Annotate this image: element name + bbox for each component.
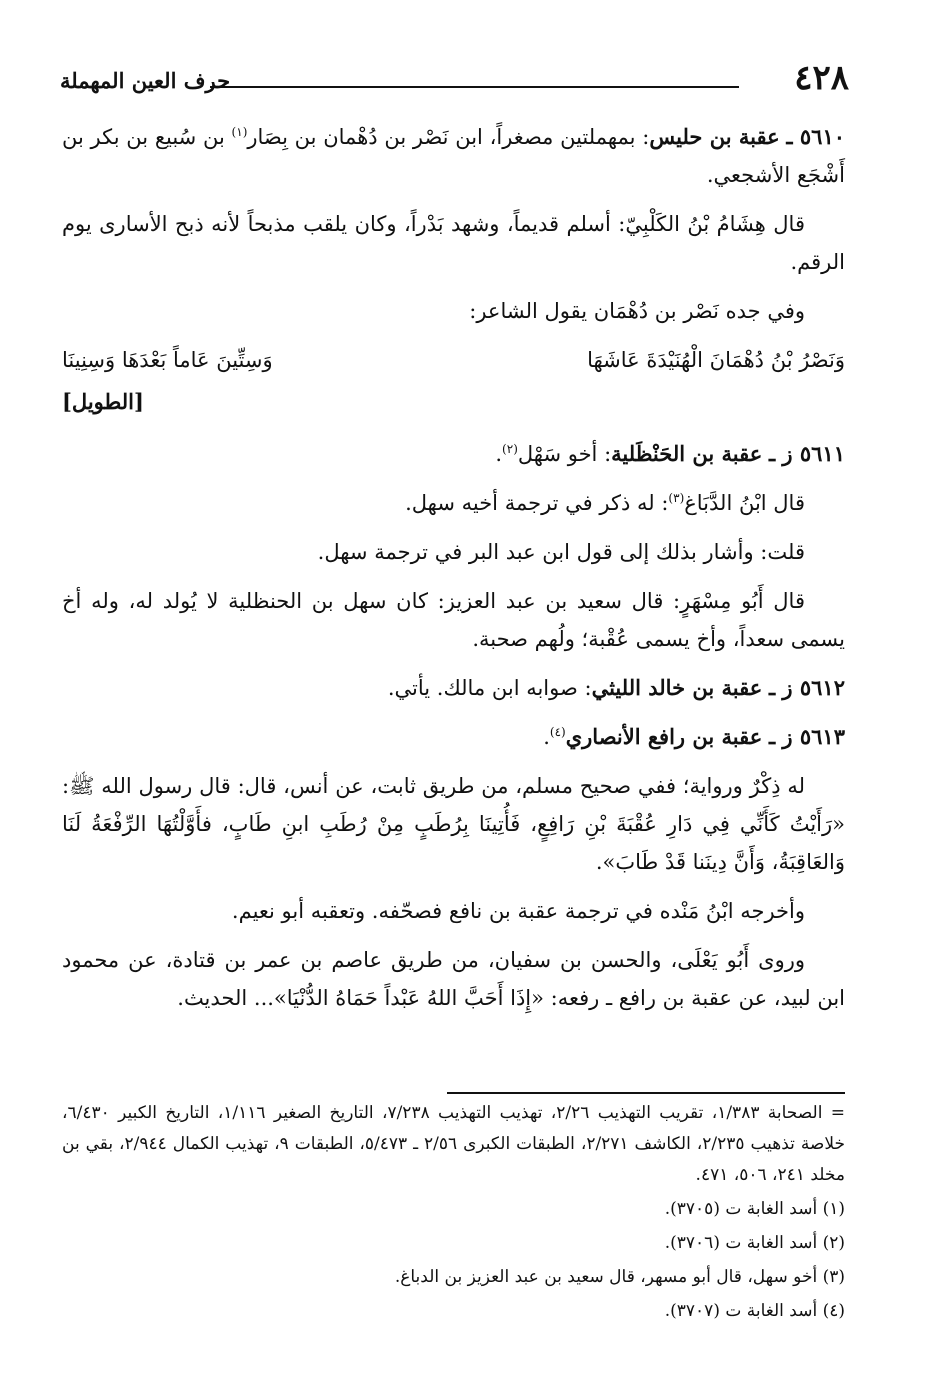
footnote-1: (١) أسد الغابة ت (٣٧٠٥). [664,1199,845,1219]
entry-end: . [495,442,503,466]
footnote-rule [447,1092,845,1094]
entry-number: ٥٦١٠ ـ [786,124,846,149]
footnote-ref: (١) [231,125,248,139]
footnotes [62,1098,845,1330]
entry-name: عقبة بن حليس [649,124,780,149]
entry-number: ٥٦١١ ز ـ [768,441,845,466]
entry-number: ٥٦١٣ ز ـ [768,724,845,749]
paragraph-text: : له ذكر في ترجمة أخيه سهل. [405,491,669,515]
entry-text: : أخو سَهْل [517,442,612,466]
paragraph-qultu: قلت: وأشار بذلك إلى قول ابن عبد البر في ترجمة سهل. [317,540,805,564]
poem-verse [62,341,845,379]
main-text [62,118,845,1028]
entry-name: عقبة بن رافع الأنصاري [565,724,763,749]
entry-name: عقبة بن خالد الليثي [591,675,763,700]
entry-text: بن سُبيع بن بكر بن أَشْجَع الأشجعي. [62,125,845,187]
paragraph-text: قال ابْنُ الدَّبَاغ [684,491,805,515]
entry-text: : صوابه ابن مالك. يأتي. [387,676,592,700]
entry-5612 [62,669,845,707]
paragraph-verse-intro: وفي جده نَصْر بن دُهْمَان يقول الشاعر: [469,299,805,323]
footnote-3: (٣) أخو سهل، قال أبو مسهر، قال سعيد بن عبد العزيز بن الدباغ. [394,1267,845,1287]
verse-second-hemistich: وَسِتِّينَ عَاماً بَعْدَهَا وَسِنِينَا [62,348,273,372]
paragraph-hadith: له ذِكْرٌ ورواية؛ ففي صحيح مسلم، من طريق ثابت، عن أنس، قال: قال رسول الله ﷺ: «رَأَيْتُ كَأَنِّي فِي دَارِ عُقْبَةَ بْنِ رَافِعٍ، فَأُتِينَا بِرُطَبٍ مِنْ رُطَبِ ابنِ طَابٍ، فأَوَّلْتُهَا الرِّفْعَةُ لَنَا وَالعَاقِبَةُ، وَأَنَّ دِينَنا قَدْ طَابَ». [62,774,845,874]
page-header [60,58,849,98]
paragraph-dabbagh [62,484,845,522]
paragraph-hisham: قال هِشَامُ بْنُ الكَلْبِيّ: أسلم قديماً، وشهد بَدْراً، وكان يلقب مذبحاً لأنه ذبح الأسارى يوم الرقم. [62,212,845,274]
poem-meter: [الطويل] [62,389,144,414]
entry-number: ٥٦١٢ ز ـ [768,675,845,700]
entry-text: : بمهملتين مصغراً، ابن نَصْر بن دُهْمان بن بِصَار [247,125,650,149]
footnote-ref: (٣) [668,491,685,505]
footnote-2: (٢) أسد الغابة ت (٣٧٠٦). [664,1233,845,1253]
footnote-ref: (٤) [549,725,566,739]
header-rule [210,86,739,88]
footnote-4: (٤) أسد الغابة ت (٣٧٠٧). [664,1301,845,1321]
section-title: حرف العين المهملة [60,68,231,93]
verse-first-hemistich: وَنَصْرُ بْنُ دُهْمَانَ الْهُنَيْدَةَ عَاشَهَا [587,348,845,372]
paragraph-abu-yala: وروى أَبُو يَعْلَى، والحسن بن سفيان، من طريق عاصم بن عمر بن قتادة، عن محمود ابن لبيد، عن عقبة بن رافع ـ رفعه: «إِذَا أَحَبَّ اللهُ عَبْداً حَمَاهُ الدُّنْيَا»... الحديث. [62,948,845,1010]
entry-end: . [543,725,550,749]
entry-5613 [62,718,845,756]
entry-5610 [62,118,845,194]
footnote-references: = الصحابة ١/٣٨٣، تقريب التهذيب ٢/٢٦، تهذيب التهذيب ٧/٢٣٨، التاريخ الصغير ١/١١٦، التاريخ الكبير ٦/٤٣٠، خلاصة تذهيب ٢/٢٣٥، الكاشف ٢/٢٧١، الطبقات الكبرى ٢/٥٦ ـ ٥/٤٧٣، الطبقات ٩، تهذيب الكمال ٢/٩٤٤، بقي بن مخلد ٢٤١، ٥٠٦، ٤٧١. [62,1103,846,1185]
footnote-ref: (٢) [502,442,518,456]
paragraph-abu-mushir: قال أَبُو مِسْهَرٍ: قال سعيد بن عبد العزيز: كان سهل بن الحنظلية لا يُولد له، وله أخ يسمى سعداً، وأخ يسمى عُقْبة؛ ولُهم صحبة. [62,589,845,651]
page-number: ٤٢٨ [794,58,849,98]
entry-5611 [62,435,845,473]
entry-name: عقبة بن الحَنْظَلية [611,441,763,466]
paragraph-ibn-mandah: وأخرجه ابْنُ مَنْده في ترجمة عقبة بن نافع فصحّفه. وتعقبه أبو نعيم. [231,899,805,923]
